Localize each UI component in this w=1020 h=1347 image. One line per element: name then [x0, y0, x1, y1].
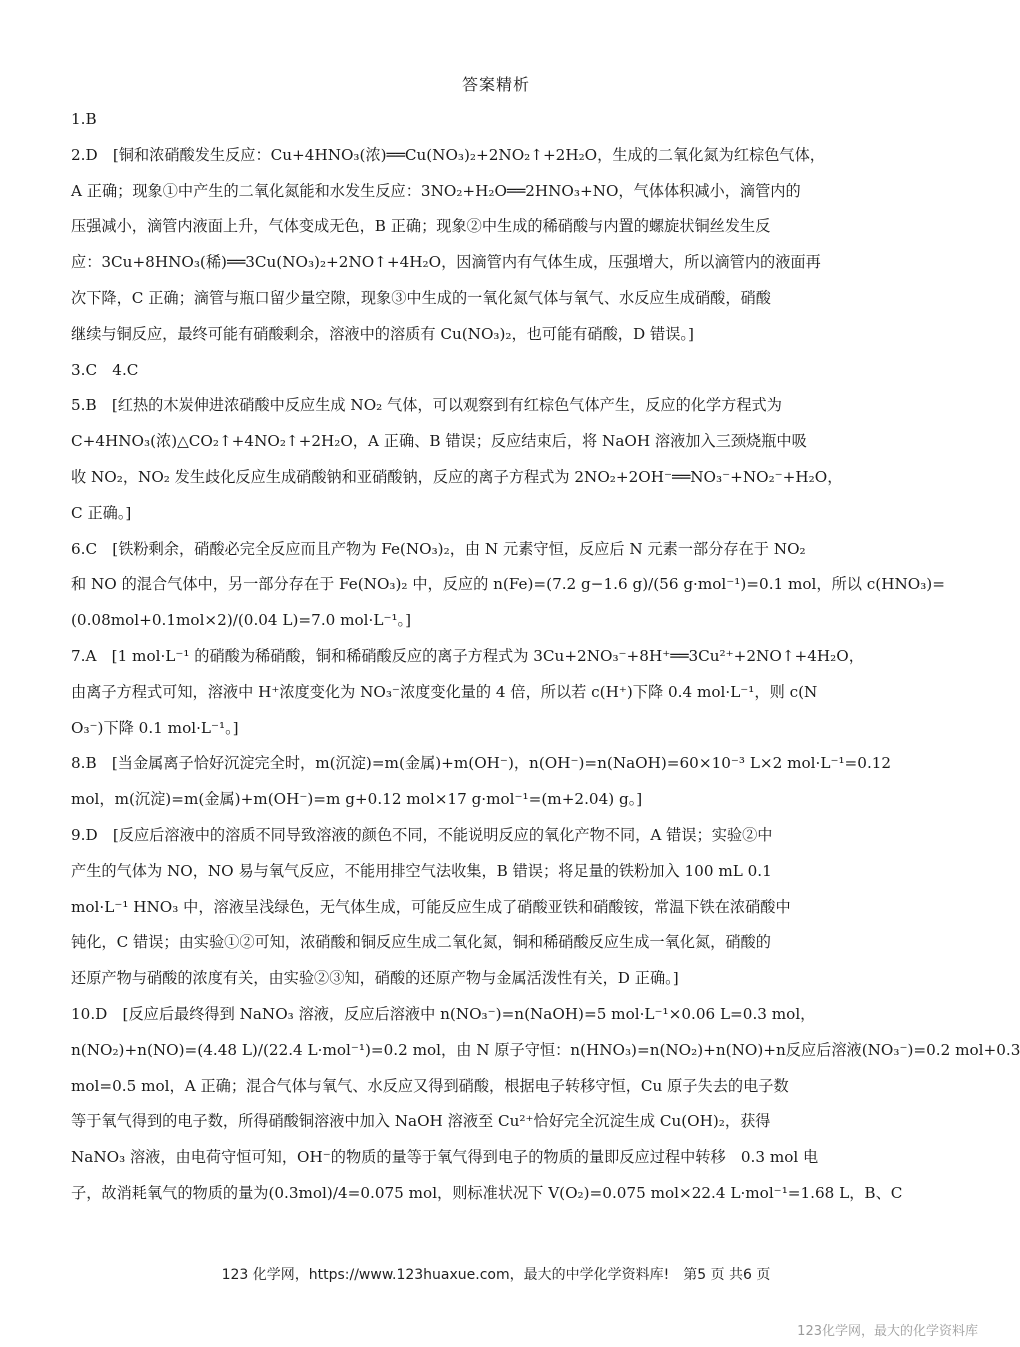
text-line: 次下降，C 正确；滴管与瓶口留少量空隙，现象③中生成的一氧化氮气体与氧气、水反应生成硝酸，硝酸: [71, 288, 771, 307]
text-line: 钝化，C 错误；由实验①②可知，浓硝酸和铜反应生成二氧化氮，铜和稀硝酸反应生成一氧化氮，硝酸的: [71, 933, 771, 952]
text-line: n(NO₂)+n(NO)=(4.48 L)/(22.4 L·mol⁻¹)=0.2 mol，由 N 原子守恒：n(HNO₃)=n(NO₂)+n(NO)+n反应后溶液(NO₃⁻)=0.2 mol+0.3: [71, 1040, 1020, 1059]
text-line: 产生的气体为 NO，NO 易与氧气反应，不能用排空气法收集，B 错误；将足量的铁粉加入 100 mL 0.1: [71, 861, 772, 880]
text-line: 5.B [红热的木炭伸进浓硝酸中反应生成 NO₂ 气体，可以观察到有红棕色气体产生，反应的化学方程式为: [71, 396, 782, 415]
text-line: (0.08mol+0.1mol×2)/(0.04 L)=7.0 mol·L⁻¹。]: [71, 611, 412, 630]
text-line: 9.D [反应后溶液中的溶质不同导致溶液的颜色不同，不能说明反应的氧化产物不同，A 错误；实验②中: [71, 825, 773, 844]
answer-content: [71, 102, 1020, 1212]
text-line: 8.B [当金属离子恰好沉淀完全时，m(沉淀)=m(金属)+m(OH⁻)，n(OH⁻)=n(NaOH)=60×10⁻³ L×2 mol·L⁻¹=0.12: [71, 754, 892, 773]
text-line: 3.C 4.C: [71, 360, 139, 379]
text-line: 和 NO 的混合气体中，另一部分存在于 Fe(NO₃)₂ 中，反应的 n(Fe)=(7.2 g−1.6 g)/(56 g·mol⁻¹)=0.1 mol，所以 c(HNO₃)=: [71, 575, 945, 594]
watermark: 123化学网，最大的化学资料库: [797, 1324, 978, 1339]
text-line: NaNO₃ 溶液，由电荷守恒可知，OH⁻的物质的量等于氧气得到电子的物质的量即反应过程中转移 0.3 mol 电: [71, 1148, 819, 1167]
text-line: 收 NO₂，NO₂ 发生歧化反应生成硝酸钠和亚硝酸钠，反应的离子方程式为 2NO₂+2OH⁻══NO₃⁻+NO₂⁻+H₂O，: [71, 467, 843, 486]
text-line: O₃⁻)下降 0.1 mol·L⁻¹。]: [71, 718, 239, 737]
text-line: A 正确；现象①中产生的二氧化氮能和水发生反应：3NO₂+H₂O══2HNO₃+NO，气体体积减小，滴管内的: [71, 181, 801, 200]
text-line: C+4HNO₃(浓)△CO₂↑+4NO₂↑+2H₂O，A 正确、B 错误；反应结束后，将 NaOH 溶液加入三颈烧瓶中吸: [71, 432, 807, 451]
text-line: mol=0.5 mol，A 正确；混合气体与氧气、水反应又得到硝酸，根据电子转移守恒，Cu 原子失去的电子数: [71, 1076, 789, 1095]
text-line: 压强减小，滴管内液面上升，气体变成无色，B 正确；现象②中生成的稀硝酸与内置的螺旋状铜丝发生反: [71, 217, 771, 236]
text-line: mol·L⁻¹ HNO₃ 中，溶液呈浅绿色，无气体生成，可能反应生成了硝酸亚铁和硝酸铵，常温下铁在浓硝酸中: [71, 897, 791, 916]
text-line: C 正确。]: [71, 503, 132, 522]
text-line: 1.B: [71, 110, 97, 128]
text-line: 6.C [铁粉剩余，硝酸必完全反应而且产物为 Fe(NO₃)₂，由 N 元素守恒，反应后 N 元素一部分存在于 NO₂: [71, 539, 806, 558]
page-title: 答案精析: [461, 75, 530, 94]
text-line: 应：3Cu+8HNO₃(稀)══3Cu(NO₃)₂+2NO↑+4H₂O，因滴管内有气体生成，压强增大，所以滴管内的液面再: [71, 253, 821, 272]
page-footer: 123 化学网，https://www.123huaxue.com，最大的中学化学资料库! 第5 页 共6 页: [221, 1267, 771, 1283]
text-line: 2.D [铜和浓硝酸发生反应：Cu+4HNO₃(浓)══Cu(NO₃)₂+2NO₂↑+2H₂O，生成的二氧化氮为红棕色气体，: [71, 145, 825, 164]
text-line: mol，m(沉淀)=m(金属)+m(OH⁻)=m g+0.12 mol×17 g·mol⁻¹=(m+2.04) g。]: [71, 790, 643, 809]
text-line: 子，故消耗氧气的物质的量为(0.3mol)/4=0.075 mol，则标准状况下 V(O₂)=0.075 mol×22.4 L·mol⁻¹=1.68 L，B、C: [71, 1183, 903, 1202]
text-line: 10.D [反应后最终得到 NaNO₃ 溶液，反应后溶液中 n(NO₃⁻)=n(NaOH)=5 mol·L⁻¹×0.06 L=0.3 mol，: [71, 1004, 816, 1023]
text-line: 还原产物与硝酸的浓度有关，由实验②③知，硝酸的还原产物与金属活泼性有关，D 正确。]: [71, 969, 679, 988]
text-line: 由离子方程式可知，溶液中 H⁺浓度变化为 NO₃⁻浓度变化量的 4 倍，所以若 c(H⁺)下降 0.4 mol·L⁻¹，则 c(N: [71, 682, 818, 701]
text-line: 7.A [1 mol·L⁻¹ 的硝酸为稀硝酸，铜和稀硝酸反应的离子方程式为 3Cu+2NO₃⁻+8H⁺══3Cu²⁺+2NO↑+4H₂O，: [71, 646, 864, 665]
text-line: 继续与铜反应，最终可能有硝酸剩余，溶液中的溶质有 Cu(NO₃)₂，也可能有硝酸，D 错误。]: [71, 324, 694, 343]
text-line: 等于氧气得到的电子数，所得硝酸铜溶液中加入 NaOH 溶液至 Cu²⁺恰好完全沉淀生成 Cu(OH)₂，获得: [71, 1112, 771, 1131]
